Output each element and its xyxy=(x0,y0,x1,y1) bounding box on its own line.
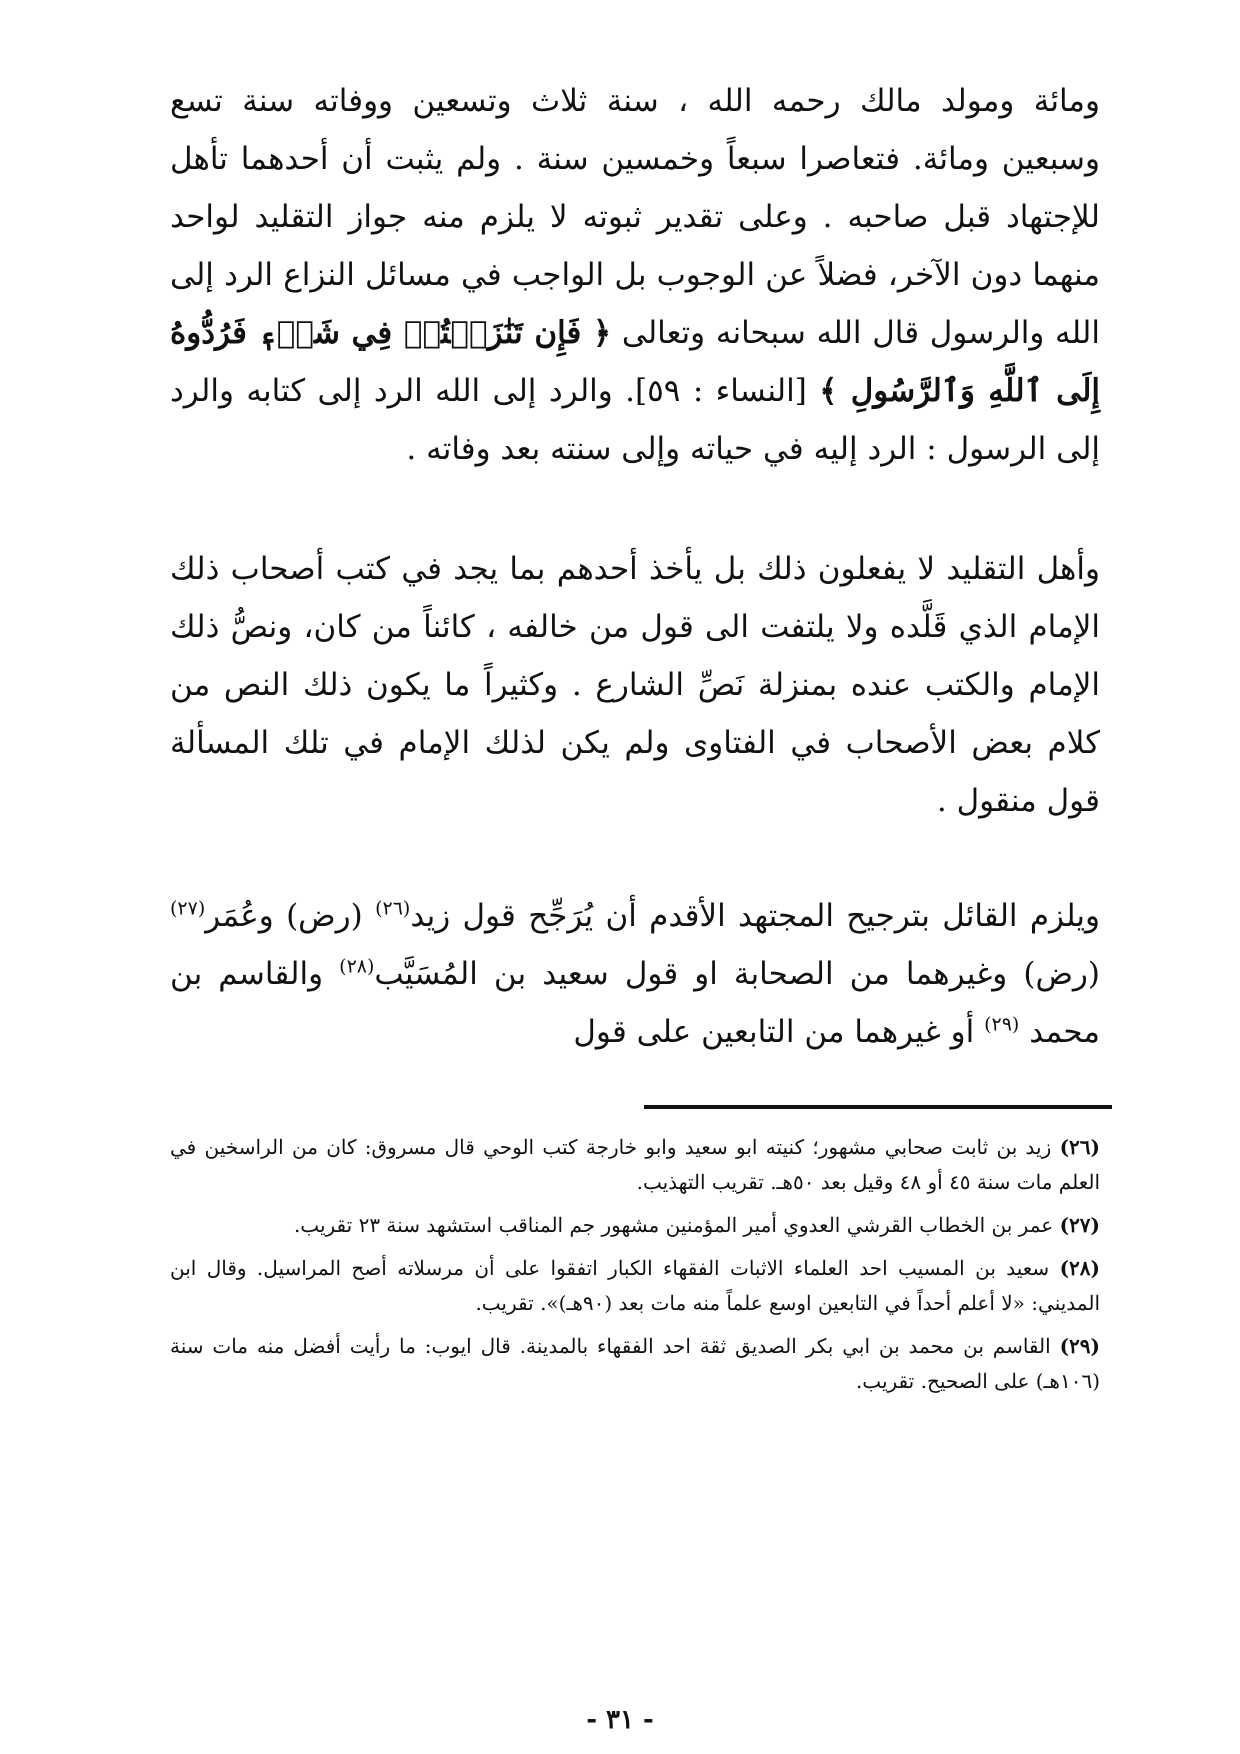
footnote-divider xyxy=(644,1105,1112,1109)
quran-verse: ﴿ فَإِن تَنَٰزَعۡتُمۡ فِي شَيۡءٖ فَرُدُّوهُ إِلَى ٱللَّهِ وَٱلرَّسُولِ ﴾ xyxy=(170,315,1100,409)
paragraph-1-text-b: [النساء : ٥٩]. والرد إلى الله الرد إلى كتابه والرد إلى الرسول : الرد إليه في حياته وإلى سنته بعد وفاته . xyxy=(170,373,1100,467)
paragraph-3-text-1: ويلزم القائل بترجيح المجتهد الأقدم أن يُرَجِّح قول زيد xyxy=(410,898,1100,934)
page-number: - ٣١ - xyxy=(586,1705,654,1735)
footnote-26 xyxy=(170,1130,1100,1200)
paragraph-3-text-5: أو غيرهما من التابعين على قول xyxy=(573,1014,975,1050)
footnote-text: سعيد بن المسيب احد العلماء الاثبات الفقهاء الكبار اتفقوا على أن مرسلاته أصح المراسيل. وقال ابن المديني: «لا أعلم أحداً في التابعين اوسع علماً منه مات بعد (٩٠هـ)». تقريب. xyxy=(170,1256,1100,1315)
footnotes xyxy=(170,1130,1100,1407)
footnote-number: (٢٧) xyxy=(1059,1213,1100,1237)
paragraph-2: وأهل التقليد لا يفعلون ذلك بل يأخذ أحدهم بما يجد في كتب أصحاب ذلك الإمام الذي قَلَّده ولا يلتفت الى قول من خالفه ، كائناً من كان، ونصُّ ذلك الإمام والكتب عنده بمنزلة نَصِّ الشارع . وكثيراً ما يكون ذلك النص من كلام بعض الأصحاب في الفتاوى ولم يكن لذلك الإمام في تلك المسألة قول منقول . xyxy=(170,551,1100,819)
footnote-number: (٢٦) xyxy=(1059,1135,1100,1159)
footnote-29 xyxy=(170,1329,1100,1399)
footnote-ref-26: (٢٦) xyxy=(375,897,411,920)
footnote-text: زيد بن ثابت صحابي مشهور؛ كنيته ابو سعيد وابو خارجة كتب الوحي قال مسروق: كان من الراسخين في العلم مات سنة ٤٥ أو ٤٨ وقيل بعد ٥٠هـ. تقريب التهذيب. xyxy=(170,1135,1100,1194)
paragraph-3 xyxy=(170,887,1100,1061)
paragraph-1-text-a: ومائة ومولد مالك رحمه الله ، سنة ثلاث وتسعين ووفاته سنة تسع وسبعين ومائة. فتعاصرا سبعاً وخمسين سنة . ولم يثبت أن أحدهما تأهل للإجتهاد قبل صاحبه . وعلى تقدير ثبوته لا يلزم منه جواز التقليد لواحد منهما دون الآخر، فضلاً عن الوجوب بل الواجب في مسائل النزاع الرد إلى الله والرسول قال الله سبحانه وتعالى xyxy=(170,83,1100,351)
footnote-ref-28: (٢٨) xyxy=(339,955,375,978)
footnote-text: عمر بن الخطاب القرشي العدوي أمير المؤمنين مشهور جم المناقب استشهد سنة ٢٣ تقريب. xyxy=(293,1213,1054,1237)
paragraph-1 xyxy=(170,72,1100,478)
footnote-28 xyxy=(170,1251,1100,1321)
paragraph-3-text-3: (رض) وغيرهما من الصحابة او قول سعيد بن المُسَيَّب xyxy=(374,956,1100,992)
footnote-number: (٢٩) xyxy=(1059,1334,1100,1358)
footnote-27 xyxy=(170,1208,1100,1243)
footnote-text: القاسم بن محمد بن ابي بكر الصديق ثقة احد الفقهاء بالمدينة. قال ايوب: ما رأيت أفضل منه مات سنة (١٠٦هـ) على الصحيح. تقريب. xyxy=(170,1334,1100,1393)
paragraph-3-text-2: (رض) وعُمَر xyxy=(205,898,363,934)
footnote-number: (٢٨) xyxy=(1059,1256,1100,1280)
footnote-ref-27: (٢٧) xyxy=(170,897,206,920)
footnote-ref-29: (٢٩) xyxy=(984,1013,1020,1036)
paragraph-3-text-4: والقاسم بن محمد xyxy=(170,956,1100,1050)
